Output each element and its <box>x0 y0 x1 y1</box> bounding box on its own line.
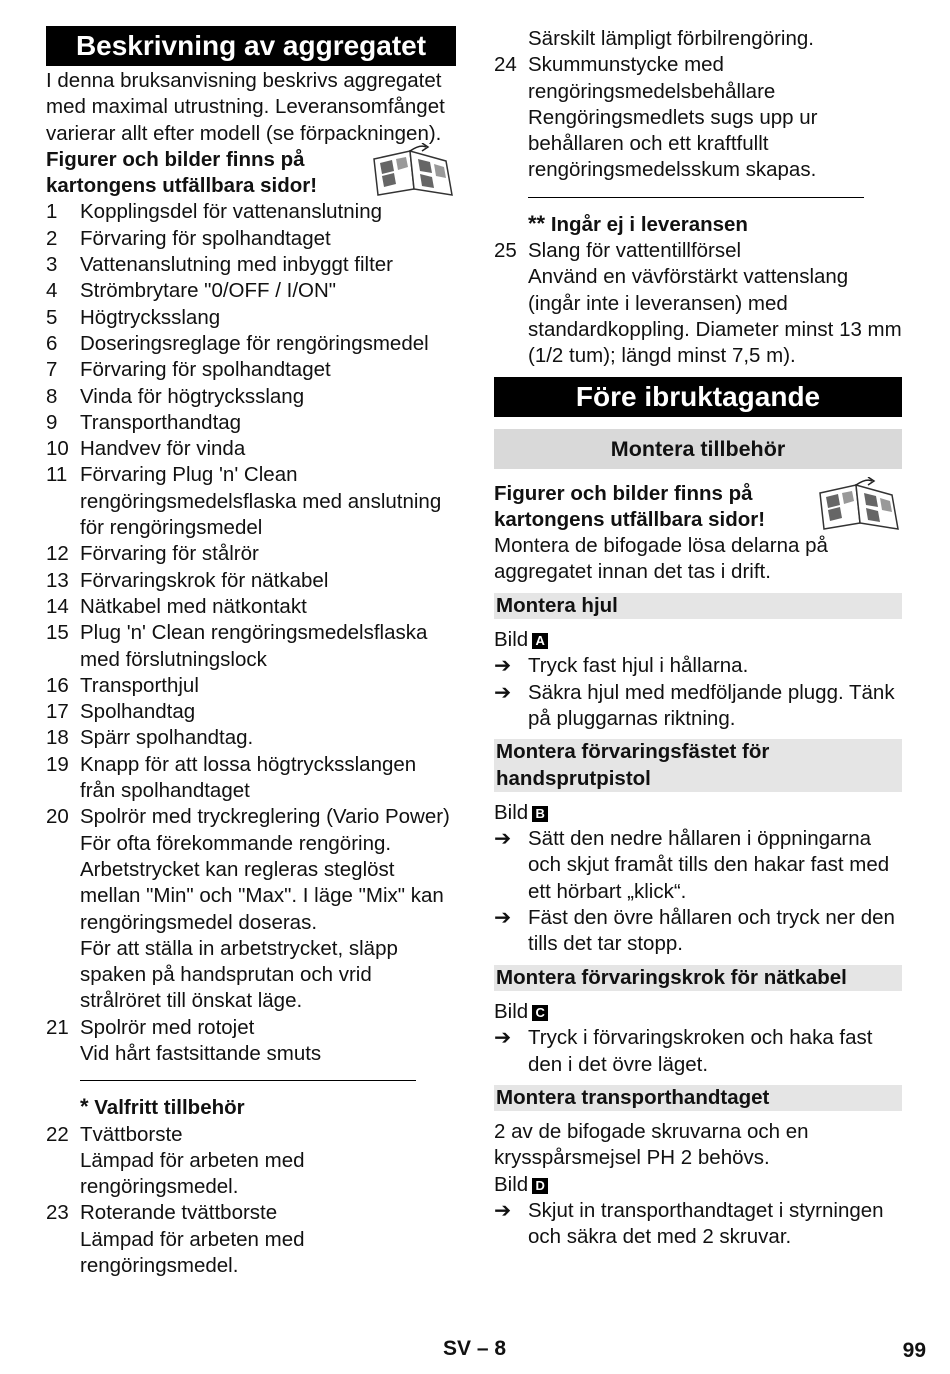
list-item-2 <box>46 226 456 252</box>
item-text: Roterande tvättborste <box>80 1201 278 1225</box>
open-book-icon <box>370 143 456 197</box>
arrow-right-icon: ➔ <box>494 654 512 678</box>
item-text: Transporthandtag <box>80 410 242 434</box>
figure-reference <box>494 800 902 826</box>
list-item-25 <box>494 238 902 264</box>
section-heading-accessories: Montera tillbehör <box>494 429 902 469</box>
item-23-continuation: Särskilt lämpligt förbilrengöring. <box>528 27 814 50</box>
item-number: 7 <box>46 358 58 382</box>
list-item-13 <box>46 568 456 594</box>
item-number: 5 <box>46 305 58 329</box>
list-item-20 <box>46 804 456 830</box>
item-number: 12 <box>46 542 69 566</box>
arrow-right-icon: ➔ <box>494 1198 512 1222</box>
figure-note <box>494 481 902 534</box>
item-text: Slang för vattentillförsel <box>528 239 742 263</box>
figure-note <box>46 147 456 200</box>
list-item-11 <box>46 462 456 541</box>
single-asterisk-icon: * <box>80 1094 89 1120</box>
item-number: 8 <box>46 384 58 408</box>
item-number: 18 <box>46 726 69 750</box>
instruction-step <box>494 680 902 733</box>
instruction-step <box>494 826 902 905</box>
instruction-text: Tryck fast hjul i hållarna. <box>528 654 749 678</box>
list-item-4 <box>46 278 456 304</box>
item-number: 6 <box>46 331 58 355</box>
item-number: 10 <box>46 437 69 461</box>
arrow-right-icon: ➔ <box>494 1026 512 1050</box>
item-21-description: Vid hårt fastsittande smuts <box>80 1041 322 1065</box>
intro-paragraph: I denna bruksanvisning beskrivs aggregatet med maximal utrustning. Leveransomfånget varierar allt efter modell (se förpackningen). <box>46 69 445 145</box>
item-text: Spolrör med rotojet <box>80 1015 255 1039</box>
section-title-before-use: Före ibruktagande <box>494 377 902 417</box>
item-25-description: Använd en vävförstärkt vattenslang (ingår inte i leveransen) med standardkoppling. Diameter minst 13 mm (1/2 tum); längd minst 7,5 m). <box>528 265 902 368</box>
item-number: 4 <box>46 279 58 303</box>
item-number: 11 <box>46 463 68 487</box>
list-item-1 <box>46 199 456 225</box>
item-text: Handvev för vinda <box>80 437 246 461</box>
list-item-22 <box>46 1122 456 1148</box>
list-item-24 <box>494 52 902 105</box>
subsection-heading: Montera hjul <box>494 593 902 619</box>
figure-letter-badge: C <box>532 1005 548 1021</box>
list-item-23 <box>46 1200 456 1226</box>
subsection-heading: Montera transporthandtaget <box>494 1085 902 1111</box>
figure-note-text: Figurer och bilder finns på kartongens utfällbara sidor! <box>494 481 766 531</box>
list-item-7 <box>46 357 456 383</box>
section-title-description: Beskrivning av aggregatet <box>46 26 456 66</box>
instruction-text: Tryck i förvaringskroken och haka fast den i det övre läget. <box>528 1026 873 1076</box>
list-item-19 <box>46 752 456 805</box>
figure-letter-badge: D <box>532 1178 548 1194</box>
figure-reference <box>494 627 902 653</box>
item-24-description: Rengöringsmedlets sugs upp ur behållaren och ett kraftfullt rengöringsmedelsskum skapas. <box>528 105 818 182</box>
item-number: 17 <box>46 700 69 724</box>
list-item-14 <box>46 594 456 620</box>
instruction-step <box>494 1198 902 1251</box>
list-item-12 <box>46 541 456 567</box>
item-number: 2 <box>46 226 58 250</box>
figure-letter-badge: A <box>532 633 548 649</box>
item-text: Spolhandtag <box>80 700 196 724</box>
item-number: 25 <box>494 239 517 263</box>
instruction-text: Sätt den nedre hållaren i öppningarna och skjut framåt tills den hakar fast med ett hörbart „klick“. <box>528 827 890 903</box>
accessories-intro: Montera de bifogade lösa delarna på aggregatet innan det tas i drift. <box>494 534 828 584</box>
item-text: Strömbrytare "0/OFF / I/ON" <box>80 279 337 303</box>
figure-reference-label: Bild <box>494 628 529 652</box>
instruction-step <box>494 653 902 679</box>
figure-reference-label: Bild <box>494 800 529 824</box>
item-text: Spolrör med tryckreglering (Vario Power) <box>80 805 450 829</box>
right-column <box>494 26 902 1251</box>
item-text: Skummunstycke med rengöringsmedelsbehållare <box>528 53 776 103</box>
instruction-text: Fäst den övre hållaren och tryck ner den tills det tar stopp. <box>528 906 895 956</box>
section-cable-hook <box>494 965 902 1078</box>
list-item-6 <box>46 331 456 357</box>
item-number: 21 <box>46 1015 69 1039</box>
optional-accessory-heading <box>46 1094 456 1121</box>
arrow-right-icon: ➔ <box>494 680 512 704</box>
component-list <box>46 199 456 830</box>
list-item-15 <box>46 620 456 673</box>
subsection-heading: Montera förvaringsfästet för handsprutpistol <box>494 739 902 792</box>
item-number: 23 <box>46 1201 69 1225</box>
optional-accessory-label: Valfritt tillbehör <box>94 1096 245 1120</box>
instruction-step <box>494 1025 902 1078</box>
arrow-right-icon: ➔ <box>494 906 512 930</box>
item-text: Transporthjul <box>80 673 199 697</box>
list-item-3 <box>46 252 456 278</box>
item-number: 24 <box>494 53 517 77</box>
instruction-text: Säkra hjul med medföljande plugg. Tänk på pluggarnas riktning. <box>528 680 895 730</box>
item-text: Spärr spolhandtag. <box>80 726 254 750</box>
item-text: Doseringsreglage för rengöringsmedel <box>80 331 429 355</box>
list-item-9 <box>46 410 456 436</box>
item-number: 15 <box>46 621 69 645</box>
item-text: Vinda för högtrycksslang <box>80 384 305 408</box>
not-included-heading <box>494 211 902 238</box>
not-included-label: Ingår ej i leveransen <box>550 212 748 236</box>
left-column <box>46 26 456 1279</box>
list-item-10 <box>46 436 456 462</box>
list-item-17 <box>46 699 456 725</box>
instruction-step <box>494 905 902 958</box>
item-text: Förvaringskrok för nätkabel <box>80 568 329 592</box>
item-22-description: Lämpad för arbeten med rengöringsmedel. <box>80 1148 305 1199</box>
item-text: Förvaring för spolhandtaget <box>80 358 331 382</box>
section-gun-holder <box>494 739 902 957</box>
figure-reference-label: Bild <box>494 1172 529 1196</box>
figure-reference <box>494 999 902 1025</box>
item-20-description-2: För att ställa in arbetstrycket, släpp spaken på handsprutan och vrid strålröret till önskat läge. <box>80 936 398 1013</box>
item-text: Högtrycksslang <box>80 305 221 329</box>
divider-rule <box>528 197 864 198</box>
item-text: Plug 'n' Clean rengöringsmedelsflaska med förslutningslock <box>80 621 428 671</box>
section-transport-handle <box>494 1085 902 1251</box>
item-text: Kopplingsdel för vattenanslutning <box>80 200 383 224</box>
arrow-right-icon: ➔ <box>494 827 512 851</box>
open-book-icon <box>816 477 902 531</box>
list-item-5 <box>46 305 456 331</box>
double-asterisk-icon: ** <box>528 210 546 236</box>
list-item-8 <box>46 384 456 410</box>
section-wheels <box>494 593 902 732</box>
item-number: 1 <box>46 200 58 224</box>
item-number: 20 <box>46 805 69 829</box>
subsection-heading: Montera förvaringskrok för nätkabel <box>494 965 902 991</box>
item-number: 3 <box>46 253 58 277</box>
item-text: Förvaring för stålrör <box>80 542 259 566</box>
figure-reference <box>494 1172 902 1198</box>
item-text: Förvaring för spolhandtaget <box>80 226 331 250</box>
item-text: Tvättborste <box>80 1122 183 1146</box>
item-text: Nätkabel med nätkontakt <box>80 594 307 618</box>
item-number: 14 <box>46 594 69 618</box>
item-text: Förvaring Plug 'n' Clean rengöringsmedelsflaska med anslutning för rengöringsmedel <box>80 463 442 540</box>
item-number: 19 <box>46 752 69 776</box>
figure-note-text: Figurer och bilder finns på kartongens utfällbara sidor! <box>46 147 318 198</box>
item-text: Knapp för att lossa högtrycksslangen från spolhandtaget <box>80 752 417 803</box>
footer-page-label: SV – 8 <box>443 1337 507 1360</box>
figure-reference-label: Bild <box>494 999 529 1023</box>
list-item-16 <box>46 673 456 699</box>
subsection-intro: 2 av de bifogade skruvarna och en krysspårsmejsel PH 2 behövs. <box>494 1120 809 1170</box>
item-20-description-1: För ofta förekommande rengöring. Arbetstrycket kan regleras steglöst mellan "Min" och "Max". I läge "Mix" kan rengöringsmedel doseras. <box>80 831 444 934</box>
list-item-18 <box>46 725 456 751</box>
item-23-description: Lämpad för arbeten med rengöringsmedel. <box>80 1227 305 1278</box>
item-number: 13 <box>46 568 69 592</box>
item-number: 16 <box>46 673 69 697</box>
instruction-text: Skjut in transporthandtaget i styrningen och säkra det med 2 skruvar. <box>528 1198 884 1249</box>
item-number: 22 <box>46 1122 69 1146</box>
item-number: 9 <box>46 410 58 434</box>
divider-rule <box>80 1080 416 1081</box>
list-item-21 <box>46 1015 456 1041</box>
footer-page-number: 99 <box>902 1339 926 1362</box>
item-text: Vattenanslutning med inbyggt filter <box>80 253 394 277</box>
figure-letter-badge: B <box>532 806 548 822</box>
